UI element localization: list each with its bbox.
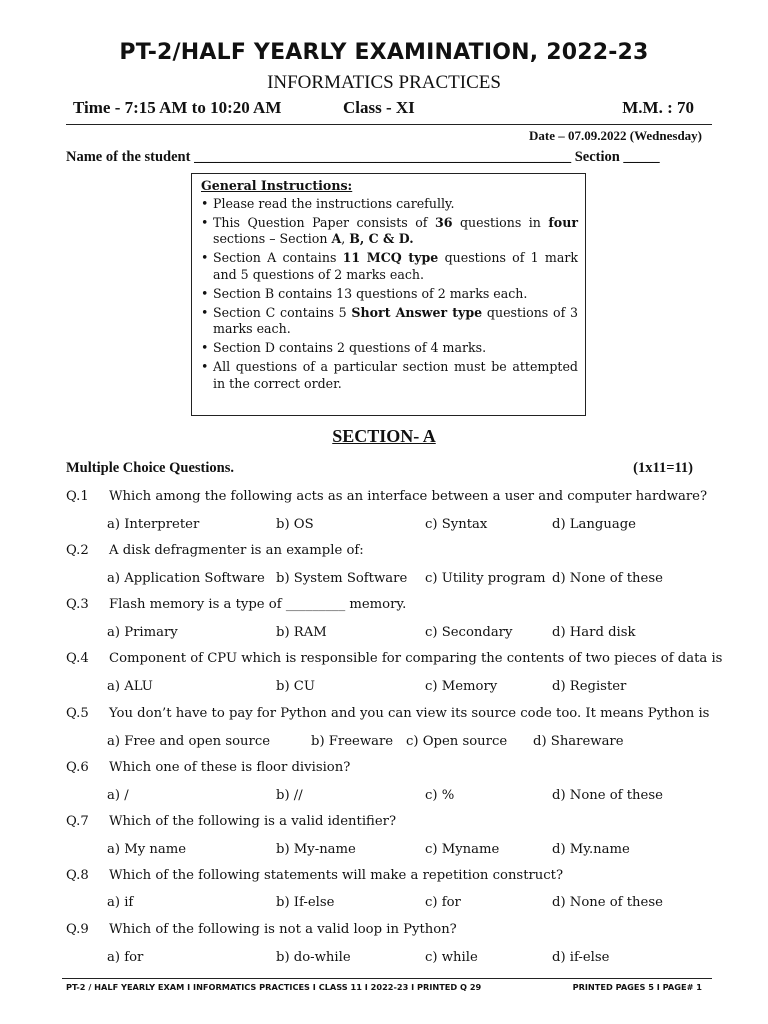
instruction-text: questions of 1 mark and 5 questions of 2 marks each. [213,250,578,282]
answer-option: c) Secondary [425,625,513,640]
instruction-item [201,215,578,248]
instruction-text: Section B contains 13 questions of 2 marks each. [213,285,528,301]
instruction-item [201,359,578,392]
answer-option: c) while [425,950,478,965]
answer-option: a) if [107,895,134,910]
answer-option: a) / [107,788,129,803]
question-text: Component of CPU which is responsible for comparing the contents of two pieces of data is [109,651,723,666]
subject-title: INFORMATICS PRACTICES [267,72,501,93]
answer-option: c) Memory [425,679,498,694]
question-number: Q.3 [66,597,89,612]
question-number: Q.5 [66,706,89,721]
answer-option: a) My name [107,842,187,857]
question-text: Which of the following statements will make a repetition construct? [109,868,564,883]
answer-option: c) for [425,895,461,910]
answer-option: a) Application Software [107,571,265,586]
instruction-text: B, C & D. [349,231,414,246]
answer-option: d) None of these [552,571,663,586]
bullet-icon: • [201,304,209,320]
question-number: Q.8 [66,868,89,883]
answer-option: d) My.name [552,842,630,857]
answer-option: b) If-else [276,895,335,910]
question-text: Which one of these is floor division? [109,760,351,775]
bullet-icon: • [201,195,209,211]
footer-divider [62,978,712,979]
instruction-text: A [331,231,342,246]
instruction-text: 11 MCQ type [342,250,439,265]
answer-option: b) System Software [276,571,408,586]
bullet-icon: • [201,214,209,230]
bullet-icon: • [201,285,209,301]
instruction-text: 36 [434,214,453,230]
instruction-text: Section A contains [213,250,343,265]
answer-option: b) do-while [276,950,351,965]
exam-date: Date – 07.09.2022 (Wednesday) [529,128,702,143]
answer-option: d) Register [552,679,627,694]
answer-option: d) None of these [552,788,663,803]
exam-time: Time - 7:15 AM to 10:20 AM [73,98,282,117]
question-number: Q.2 [66,543,89,558]
instructions-heading: General Instructions: [201,178,353,193]
section-marks: (1x11=11) [633,460,693,476]
question-text: Which among the following acts as an interface between a user and computer hardware? [109,489,708,504]
answer-option: a) Interpreter [107,517,200,532]
answer-option: d) Hard disk [552,625,636,640]
answer-option: d) Language [552,517,636,532]
question-number: Q.7 [66,814,89,829]
question-text: You don’t have to pay for Python and you can view its source code too. It means Python is [109,706,710,721]
answer-option: c) Syntax [425,517,488,532]
instruction-text: Section C contains 5 [213,304,352,320]
answer-option: b) // [276,788,303,803]
question-text: Which of the following is not a valid loop in Python? [109,922,457,937]
answer-option: d) None of these [552,895,663,910]
instruction-text: four [548,214,578,230]
exam-class: Class - XI [343,98,415,117]
instruction-text: , [341,231,350,246]
footer-page-info: PRINTED PAGES 5 I PAGE# 1 [572,982,702,992]
section-a-heading: SECTION- A [332,426,436,446]
question-number: Q.6 [66,760,89,775]
answer-option: a) ALU [107,679,153,694]
answer-option: b) RAM [276,625,327,640]
general-instructions-box [191,173,586,416]
question-number: Q.1 [66,489,89,504]
exam-title: PT-2/HALF YEARLY EXAMINATION, 2022-23 [119,40,649,65]
instruction-item [201,340,578,357]
question-number: Q.9 [66,922,89,937]
instruction-text: This Question Paper consists of [213,214,435,230]
answer-option: b) OS [276,517,314,532]
answer-option: c) Open source [406,734,508,749]
bullet-icon: • [201,250,209,265]
answer-option: b) CU [276,679,315,694]
question-number: Q.4 [66,651,89,666]
answer-option: d) if-else [552,950,610,965]
instruction-text: questions in [452,214,549,230]
student-name-line: Name of the student ____________________________________________________ Section _____ [66,149,660,165]
header-divider [66,124,712,125]
footer-info: PT-2 / HALF YEARLY EXAM I INFORMATICS PRACTICES I CLASS 11 I 2022-23 I PRINTED Q 29 [66,982,482,992]
question-text: Flash memory is a type of _________ memory. [109,597,407,612]
answer-option: b) Freeware [311,734,394,749]
question-text: Which of the following is a valid identifier? [109,814,397,829]
answer-option: a) Free and open source [107,734,271,749]
instruction-item [201,196,578,213]
answer-option: a) for [107,950,144,965]
instruction-text: Short Answer type [351,304,483,320]
answer-option: b) My-name [276,842,356,857]
instruction-item [201,305,578,338]
answer-option: c) Utility program [425,571,546,586]
answer-option: c) Myname [425,842,500,857]
instruction-text: questions of 3 marks each. [213,304,578,336]
bullet-icon: • [201,359,209,374]
instruction-text: sections – Section [213,231,332,246]
instructions-list [201,196,578,393]
bullet-icon: • [201,340,209,355]
answer-option: d) Shareware [533,734,624,749]
instruction-text: All questions of a particular section must be attempted in the correct order. [213,359,578,391]
answer-option: a) Primary [107,625,178,640]
instruction-item [201,286,578,303]
answer-option: c) % [425,788,455,803]
instruction-text: Please read the instructions carefully. [213,195,455,211]
question-text: A disk defragmenter is an example of: [109,543,364,558]
instruction-item [201,250,578,283]
instruction-text: Section D contains 2 questions of 4 marks. [213,340,487,355]
max-marks: M.M. : 70 [622,98,694,117]
mcq-subheading: Multiple Choice Questions. [66,460,234,476]
